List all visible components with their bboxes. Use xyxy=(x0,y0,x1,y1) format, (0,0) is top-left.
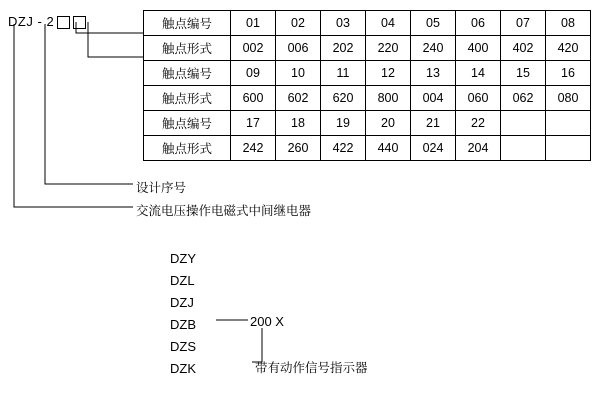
table-cell: 400 xyxy=(456,36,501,61)
table-cell: 080 xyxy=(546,86,591,111)
table-cell: 18 xyxy=(276,111,321,136)
table-cell: 11 xyxy=(321,61,366,86)
table-cell: 02 xyxy=(276,11,321,36)
table-cell: 800 xyxy=(366,86,411,111)
row-header: 触点编号 xyxy=(144,61,231,86)
table-cell: 19 xyxy=(321,111,366,136)
table-cell: 03 xyxy=(321,11,366,36)
row-header: 触点编号 xyxy=(144,111,231,136)
series-item: DZJ xyxy=(170,295,194,310)
table-cell: 05 xyxy=(411,11,456,36)
row-header: 触点形式 xyxy=(144,36,231,61)
series-item: DZS xyxy=(170,339,196,354)
table-cell: 14 xyxy=(456,61,501,86)
table-cell: 220 xyxy=(366,36,411,61)
model-box-2 xyxy=(73,16,86,29)
table-cell: 16 xyxy=(546,61,591,86)
annotation-design-number: 设计序号 xyxy=(136,181,187,195)
table-row xyxy=(144,111,591,136)
table-cell: 08 xyxy=(546,11,591,36)
table-cell: 600 xyxy=(231,86,276,111)
table-cell: 09 xyxy=(231,61,276,86)
table-cell: 260 xyxy=(276,136,321,161)
table-cell xyxy=(501,111,546,136)
table-cell: 202 xyxy=(321,36,366,61)
table-cell: 13 xyxy=(411,61,456,86)
series-item: DZL xyxy=(170,273,195,288)
table-row xyxy=(144,36,591,61)
table-cell: 10 xyxy=(276,61,321,86)
table-row xyxy=(144,11,591,36)
contact-table xyxy=(143,10,591,161)
model-code-label xyxy=(8,14,86,29)
table-row xyxy=(144,86,591,111)
model-box-1 xyxy=(57,16,70,29)
table-cell: 422 xyxy=(321,136,366,161)
table-cell: 242 xyxy=(231,136,276,161)
series-suffix-code: 200 X xyxy=(250,314,284,329)
model-dash: - xyxy=(37,14,43,29)
model-series: 2 xyxy=(46,14,55,29)
table-cell: 06 xyxy=(456,11,501,36)
table-cell: 07 xyxy=(501,11,546,36)
table-cell xyxy=(546,136,591,161)
table-cell: 22 xyxy=(456,111,501,136)
annotation-relay-description: 交流电压操作电磁式中间继电器 xyxy=(136,204,312,218)
series-indicator-note: 带有动作信号指示器 xyxy=(255,361,368,375)
table-cell: 602 xyxy=(276,86,321,111)
table-cell: 402 xyxy=(501,36,546,61)
table-row xyxy=(144,61,591,86)
table-cell xyxy=(546,111,591,136)
table-row xyxy=(144,136,591,161)
table-cell: 204 xyxy=(456,136,501,161)
table-cell: 004 xyxy=(411,86,456,111)
table-cell: 024 xyxy=(411,136,456,161)
series-item: DZK xyxy=(170,361,196,376)
series-item: DZB xyxy=(170,317,196,332)
table-cell: 002 xyxy=(231,36,276,61)
table-cell: 01 xyxy=(231,11,276,36)
row-header: 触点形式 xyxy=(144,86,231,111)
table-cell: 620 xyxy=(321,86,366,111)
table-cell: 240 xyxy=(411,36,456,61)
table-cell xyxy=(501,136,546,161)
series-list xyxy=(170,248,196,380)
table-cell: 04 xyxy=(366,11,411,36)
table-cell: 15 xyxy=(501,61,546,86)
table-cell: 060 xyxy=(456,86,501,111)
table-cell: 420 xyxy=(546,36,591,61)
table-cell: 062 xyxy=(501,86,546,111)
table-cell: 20 xyxy=(366,111,411,136)
table-cell: 17 xyxy=(231,111,276,136)
series-item: DZY xyxy=(170,251,196,266)
table-body xyxy=(144,11,591,161)
model-prefix: DZJ xyxy=(8,14,34,29)
table-cell: 21 xyxy=(411,111,456,136)
row-header: 触点形式 xyxy=(144,136,231,161)
table-cell: 006 xyxy=(276,36,321,61)
table-cell: 12 xyxy=(366,61,411,86)
table-cell: 440 xyxy=(366,136,411,161)
row-header: 触点编号 xyxy=(144,11,231,36)
